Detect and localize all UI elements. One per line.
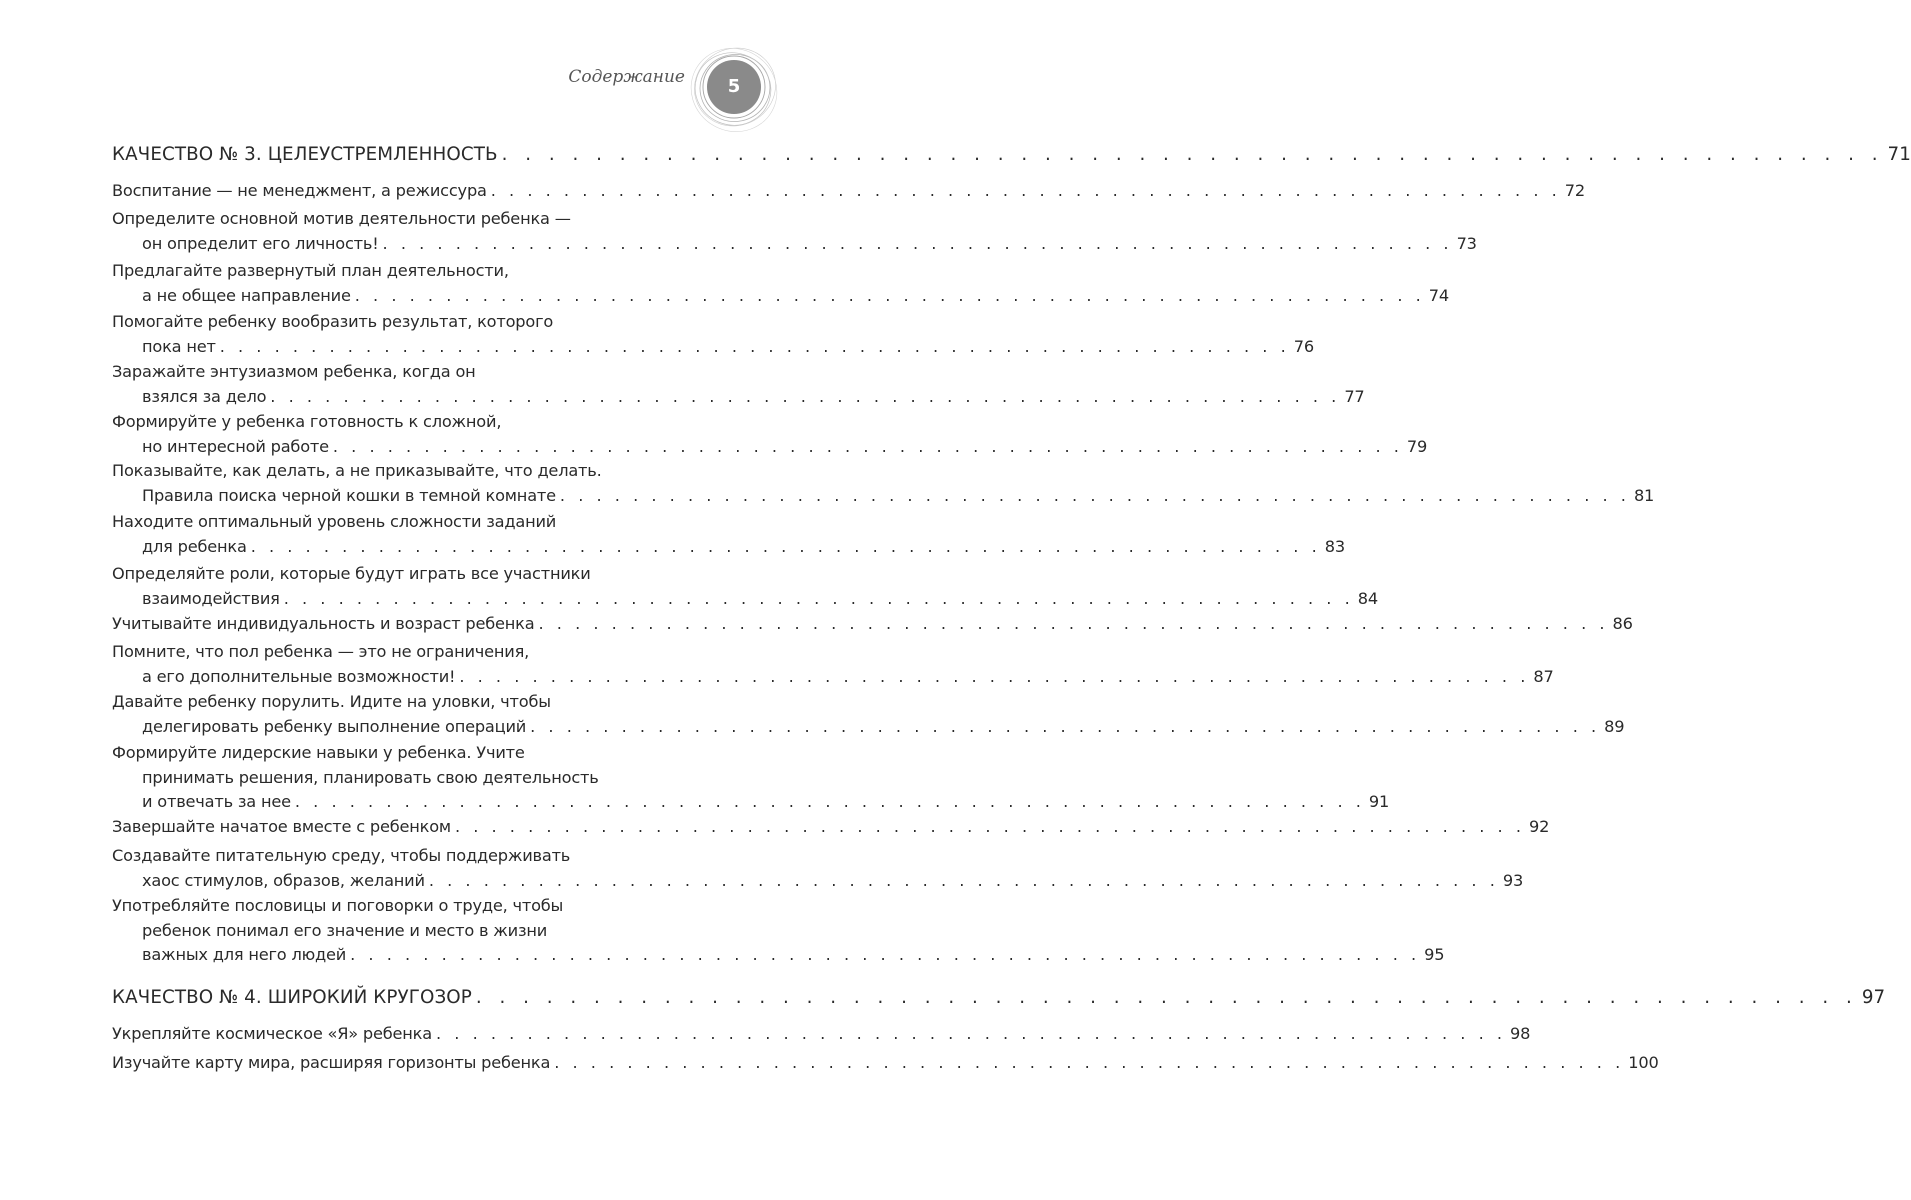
entry-text: Укрепляйте космическое «Я» ребенка xyxy=(112,1024,432,1043)
chapter-heading xyxy=(112,144,1911,165)
toc-entry-line xyxy=(112,846,694,865)
toc-entry-line xyxy=(112,1024,1531,1043)
entry-text: пока нет xyxy=(142,336,216,356)
dot-leader: . . . . . . . . . . . . . . . . . . . . . . . . . . . . . . . . . . . . . . . . . . . . . . . . . . . . . . . . . . . xyxy=(354,285,1425,305)
entry-page-number: 97 xyxy=(1861,987,1886,1008)
toc-entry-line xyxy=(112,362,694,381)
entry-text: Заражайте энтузиазмом ребенка, когда он xyxy=(112,362,476,381)
toc-entry-line xyxy=(112,261,694,280)
entry-page-number: 76 xyxy=(1293,336,1314,356)
toc-entry-line xyxy=(142,945,1445,965)
entry-page-number: 98 xyxy=(1510,1024,1531,1043)
entry-text: важных для него людей xyxy=(142,945,347,965)
entry-page-number: 72 xyxy=(1564,181,1585,200)
entry-page-number: 74 xyxy=(1428,285,1449,305)
page-number-badge xyxy=(688,44,780,136)
dot-leader: . . . . . . . . . . . . . . . . . . . . . . . . . . . . . . . . . . . . . . . . . . . . . . . . . . . . . . . . . . . xyxy=(538,614,1609,633)
dot-leader: . . . . . . . . . . . . . . . . . . . . . . . . . . . . . . . . . . . . . . . . . . . . . . . . . . . . . . . . . . . xyxy=(530,716,1601,736)
toc-entry-line xyxy=(112,209,694,228)
toc-entry-line xyxy=(112,564,694,583)
toc-entry-line xyxy=(112,743,694,762)
dot-leader: . . . . . . . . . . . . . . . . . . . . . . . . . . . . . . . . . . . . . . . . . . . . . . . . . . . . . . . . . . . xyxy=(554,1053,1625,1072)
dot-leader: . . . . . . . . . . . . . . . . . . . . . . . . . . . . . . . . . . . . . . . . . . . . . . . . . . . . . . . . . . . xyxy=(250,536,1321,556)
entry-text: Показывайте, как делать, а не приказывайте, что делать. xyxy=(112,461,602,480)
entry-text: Находите оптимальный уровень сложности заданий xyxy=(112,512,557,531)
entry-page-number: 86 xyxy=(1612,614,1633,633)
toc-entry-line xyxy=(112,614,1633,633)
running-header-title: Содержание xyxy=(568,67,685,87)
entry-page-number: 71 xyxy=(1887,144,1911,165)
dot-leader: . . . . . . . . . . . . . . . . . . . . . . . . . . . . . . . . . . . . . . . . . . . . . . . . . . . . . . . . . . . xyxy=(501,144,1884,165)
entry-text: Правила поиска черной кошки в темной комнате xyxy=(142,485,556,505)
dot-leader: . . . . . . . . . . . . . . . . . . . . . . . . . . . . . . . . . . . . . . . . . . . . . . . . . . . . . . . . . . . xyxy=(490,181,1561,200)
entry-text: Помогайте ребенку вообразить результат, которого xyxy=(112,312,554,331)
entry-text: но интересной работе xyxy=(142,436,329,456)
toc-entry-line xyxy=(142,436,1428,456)
toc-entry-line xyxy=(142,285,1449,305)
entry-text: Формируйте лидерские навыки у ребенка. Учите xyxy=(112,743,525,762)
entry-text: Изучайте карту мира, расширяя горизонты ребенка xyxy=(112,1053,551,1072)
dot-leader: . . . . . . . . . . . . . . . . . . . . . . . . . . . . . . . . . . . . . . . . . . . . . . . . . . . . . . . . . . . xyxy=(332,436,1403,456)
entry-text: Давайте ребенку порулить. Идите на уловки, чтобы xyxy=(112,692,551,711)
entry-page-number: 79 xyxy=(1406,436,1428,456)
entry-text: взаимодействия xyxy=(142,588,280,608)
toc-entry-line xyxy=(142,336,1314,356)
entry-page-number: 83 xyxy=(1324,536,1345,556)
toc-entry-line xyxy=(112,461,694,480)
entry-text: а не общее направление xyxy=(142,285,351,305)
dot-leader: . . . . . . . . . . . . . . . . . . . . . . . . . . . . . . . . . . . . . . . . . . . . . . . . . . . . . . . . . . . xyxy=(294,792,1365,812)
dot-leader: . . . . . . . . . . . . . . . . . . . . . . . . . . . . . . . . . . . . . . . . . . . . . . . . . . . . . . . . . . . xyxy=(219,336,1290,356)
dot-leader: . . . . . . . . . . . . . . . . . . . . . . . . . . . . . . . . . . . . . . . . . . . . . . . . . . . . . . . . . . . xyxy=(475,987,1858,1008)
entry-text: он определит его личность! xyxy=(142,233,379,253)
entry-page-number: 92 xyxy=(1528,817,1550,836)
entry-text: Воспитание — не менеджмент, а режиссура xyxy=(112,181,487,200)
toc-entry-line xyxy=(112,817,1550,836)
dot-leader: . . . . . . . . . . . . . . . . . . . . . . . . . . . . . . . . . . . . . . . . . . . . . . . . . . . . . . . . . . . xyxy=(428,870,1499,890)
toc-entry-line xyxy=(142,536,1345,556)
entry-text: ребенок понимал его значение и место в жизни xyxy=(142,920,548,940)
chapter-heading xyxy=(112,987,1886,1008)
entry-page-number: 87 xyxy=(1533,666,1554,686)
entry-page-number: 93 xyxy=(1502,870,1524,890)
entry-text: Учитывайте индивидуальность и возраст ребенка xyxy=(112,614,535,633)
toc-entry-line xyxy=(142,588,1378,608)
entry-page-number: 91 xyxy=(1368,792,1390,812)
entry-text: принимать решения, планировать свою деятельность xyxy=(142,767,599,787)
toc-entry-line xyxy=(142,921,694,940)
dot-leader: . . . . . . . . . . . . . . . . . . . . . . . . . . . . . . . . . . . . . . . . . . . . . . . . . . . . . . . . . . . xyxy=(435,1024,1507,1043)
entry-text: взялся за дело xyxy=(142,386,267,406)
chapter-title: КАЧЕСТВО № 3. ЦЕЛЕУСТРЕМЛЕННОСТЬ xyxy=(112,144,498,165)
toc-entry-line xyxy=(142,716,1625,736)
entry-text: Определите основной мотив деятельности ребенка — xyxy=(112,209,571,228)
entry-page-number: 89 xyxy=(1604,716,1625,736)
entry-text: Помните, что пол ребенка — это не ограничения, xyxy=(112,642,530,661)
entry-page-number: 84 xyxy=(1357,588,1378,608)
page-number: 5 xyxy=(727,76,741,97)
entry-text: Создавайте питательную среду, чтобы поддерживать xyxy=(112,846,571,865)
entry-text: а его дополнительные возможности! xyxy=(142,666,456,686)
toc-entry-line xyxy=(112,1053,1659,1072)
dot-leader: . . . . . . . . . . . . . . . . . . . . . . . . . . . . . . . . . . . . . . . . . . . . . . . . . . . . . . . . . . . xyxy=(382,233,1453,253)
toc-entry-line xyxy=(112,642,694,661)
entry-text: Предлагайте развернутый план деятельности, xyxy=(112,261,509,280)
toc-entry-line xyxy=(112,896,694,915)
toc-entry-line xyxy=(142,485,1655,505)
toc-entry-line xyxy=(142,792,1390,812)
entry-text: и отвечать за нее xyxy=(142,792,291,812)
toc-entry-line xyxy=(142,233,1477,253)
dot-leader: . . . . . . . . . . . . . . . . . . . . . . . . . . . . . . . . . . . . . . . . . . . . . . . . . . . . . . . . . . . xyxy=(454,817,1525,836)
toc-entry-line xyxy=(142,666,1554,686)
entry-text: Завершайте начатое вместе с ребенком xyxy=(112,817,451,836)
entry-page-number: 100 xyxy=(1628,1053,1659,1072)
dot-leader: . . . . . . . . . . . . . . . . . . . . . . . . . . . . . . . . . . . . . . . . . . . . . . . . . . . . . . . . . . . xyxy=(283,588,1354,608)
toc-entry-line xyxy=(112,312,694,331)
entry-text: делегировать ребенку выполнение операций xyxy=(142,716,527,736)
entry-text: Формируйте у ребенка готовность к сложной, xyxy=(112,412,502,431)
entry-text: для ребенка xyxy=(142,536,247,556)
toc-entry-line xyxy=(112,181,1585,200)
entry-page-number: 77 xyxy=(1344,386,1365,406)
entry-page-number: 73 xyxy=(1456,233,1477,253)
dot-leader: . . . . . . . . . . . . . . . . . . . . . . . . . . . . . . . . . . . . . . . . . . . . . . . . . . . . . . . . . . . xyxy=(270,386,1341,406)
toc-entry-line xyxy=(142,768,694,787)
entry-text: Определяйте роли, которые будут играть все участники xyxy=(112,564,591,583)
dot-leader: . . . . . . . . . . . . . . . . . . . . . . . . . . . . . . . . . . . . . . . . . . . . . . . . . . . . . . . . . . . xyxy=(459,666,1530,686)
dot-leader: . . . . . . . . . . . . . . . . . . . . . . . . . . . . . . . . . . . . . . . . . . . . . . . . . . . . . . . . . . . xyxy=(350,945,1421,965)
chapter-title: КАЧЕСТВО № 4. ШИРОКИЙ КРУГОЗОР xyxy=(112,987,472,1008)
entry-page-number: 81 xyxy=(1633,485,1655,505)
entry-text: хаос стимулов, образов, желаний xyxy=(142,870,425,890)
toc-entry-line xyxy=(142,870,1524,890)
entry-page-number: 95 xyxy=(1424,945,1445,965)
toc-entry-line xyxy=(112,512,694,531)
toc-entry-line xyxy=(112,692,694,711)
toc-entry-line xyxy=(112,412,694,431)
dot-leader: . . . . . . . . . . . . . . . . . . . . . . . . . . . . . . . . . . . . . . . . . . . . . . . . . . . . . . . . . . . xyxy=(559,485,1630,505)
toc-entry-line xyxy=(142,386,1365,406)
entry-text: Употребляйте пословицы и поговорки о труде, чтобы xyxy=(112,896,564,915)
